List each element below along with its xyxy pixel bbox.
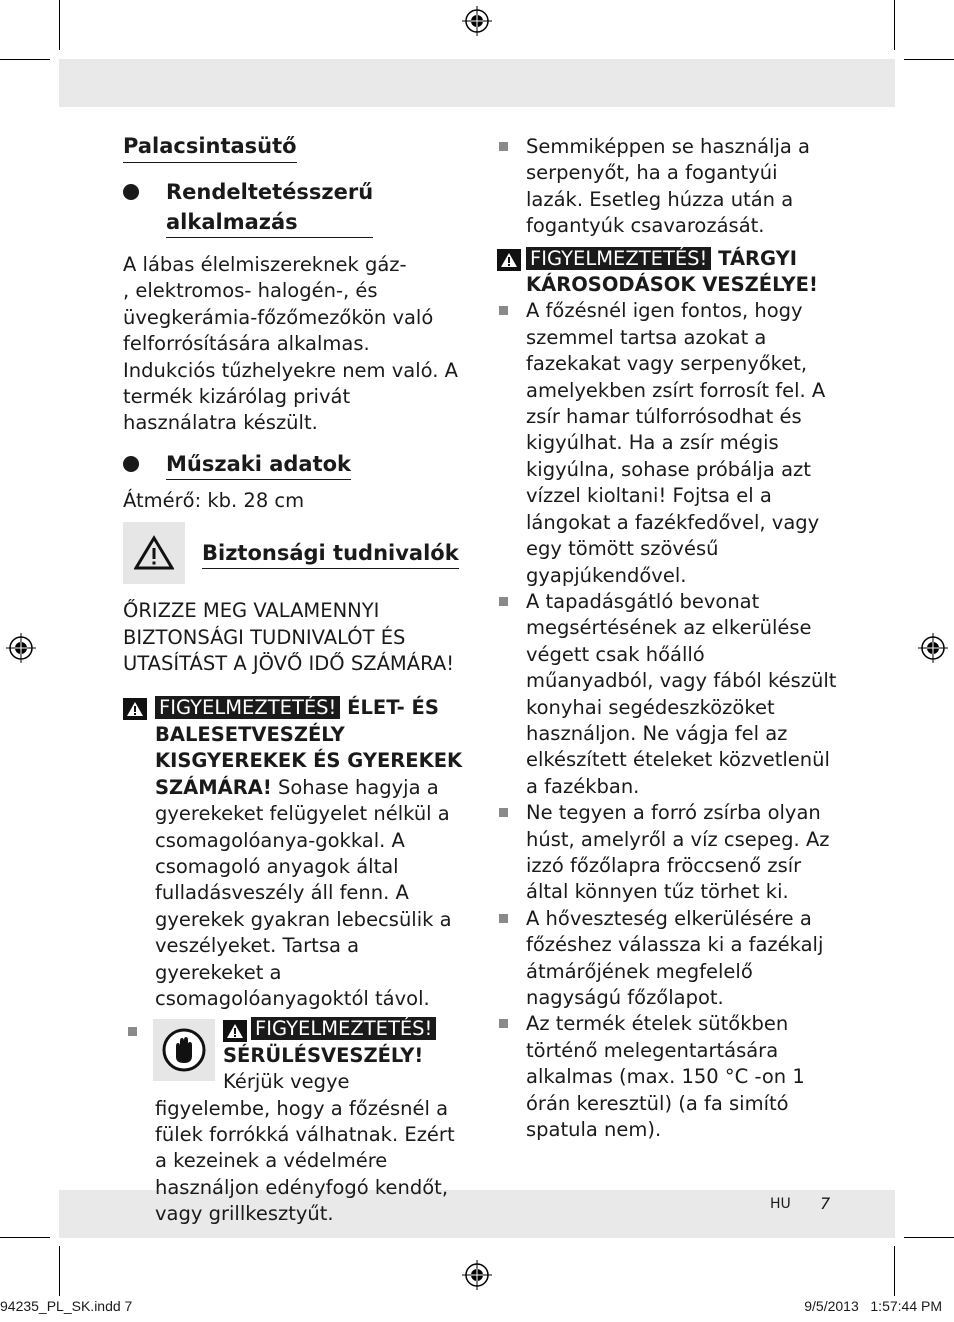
header-band xyxy=(59,59,895,107)
warning-tag: FIGYELMEZTETÉS! xyxy=(155,696,340,719)
section-title-line: Rendeltetésszerű xyxy=(166,180,374,204)
warning-bold: SÉRÜLÉSVESZÉLY! xyxy=(223,1043,424,1067)
section-title: Biztonsági tudnivalók xyxy=(202,538,459,569)
list-item xyxy=(497,134,837,240)
bullet-square-icon xyxy=(128,1027,137,1036)
warning-injury xyxy=(123,1016,468,1227)
warning-triangle-icon xyxy=(497,249,521,271)
bullet-dot-icon xyxy=(123,184,139,200)
safety-header xyxy=(123,522,468,584)
crop-mark xyxy=(894,0,895,50)
warning-children xyxy=(123,695,468,1012)
warning-text: Sohase hagyja a gyerekeket felügyelet nélkül a csomagolóanya-gokkal. A csomagoló anyagok által fulladásveszély áll fenn. A gyerekek gyakran lebecsülik a veszélyeket. Tartsa a gyerekeket a csomagolóanyagoktól távol. xyxy=(155,775,452,1010)
registration-mark-icon xyxy=(462,1260,492,1290)
section-title xyxy=(166,177,373,238)
intended-use-text: A lábas élelmiszereknek gáz- , elektromos- halogén-, és üvegkerámia-főzőmezőkön való felforrósítására alkalmas. Indukciós tűzhelyekre nem való. A termék kizárólag privát használatra készült. xyxy=(123,253,458,435)
left-column xyxy=(123,132,468,1228)
list-item xyxy=(497,589,837,800)
specs-text: Átmérő: kb. 28 cm xyxy=(123,488,305,512)
bullet-square-icon xyxy=(499,142,508,151)
bullet-dot-icon xyxy=(123,456,139,472)
page-title: Palacsintasütő xyxy=(123,132,297,163)
crop-mark xyxy=(59,0,60,50)
list-item xyxy=(497,298,837,588)
list-item xyxy=(497,800,837,906)
footer-language: HU xyxy=(770,1196,791,1212)
list-item xyxy=(497,1011,837,1143)
crop-mark xyxy=(0,59,50,60)
slug-datetime: 9/5/2013 1:57:44 PM xyxy=(804,1298,942,1314)
slug-filename: 94235_PL_SK.indd 7 xyxy=(0,1298,133,1314)
warning-bold: ÉLET- ÉS BALESETVESZÉLY KISGYEREKEK ÉS GYEREKEK SZÁMÁRA! xyxy=(155,696,463,799)
warning-triangle-icon xyxy=(123,522,185,584)
safety-keep-text: ŐRIZZE MEG VALAMENNYI BIZTONSÁGI TUDNIVALÓT ÉS UTASÍTÁST A JÖVŐ IDŐ SZÁMÁRA! xyxy=(123,599,455,676)
crop-mark xyxy=(0,1237,50,1238)
list-item-text: Semmiképpen se használja a serpenyőt, ha a fogantyúi lazák. Esetleg húzza után a fogantyúk csavarozását. xyxy=(526,135,810,238)
bullet-square-icon xyxy=(499,808,508,817)
section-title-line: alkalmazás xyxy=(166,210,298,234)
oven-glove-icon xyxy=(153,1019,215,1081)
list-item-text: A főzésnél igen fontos, hogy szemmel tartsa azokat a fazekakat vagy serpenyőket, amelyekben zsírt forrosít fel. A zsír hamar túlforrósodhat és kigyúlhat. Ha a zsír mégis kigyúlna, sohase próbálja azt vízzel kioltani! Fojtsa el a lángokat a fazékfedővel, vagy egy tömött szövésű gyapjúkendővel. xyxy=(526,299,826,587)
warning-triangle-icon xyxy=(223,1020,247,1042)
section-specs-header xyxy=(123,449,468,480)
warning-material-damage xyxy=(497,246,837,299)
section-title: Műszaki adatok xyxy=(166,449,351,480)
page-number: 7 xyxy=(820,1194,831,1213)
crop-mark xyxy=(904,1237,954,1238)
crop-mark xyxy=(894,1246,895,1296)
warning-bold: TÁRGYI KÁROSODÁSOK VESZÉLYE! xyxy=(526,246,818,297)
right-column xyxy=(497,134,837,1143)
bullet-square-icon xyxy=(499,1019,508,1028)
list-item xyxy=(497,906,837,1012)
bullet-square-icon xyxy=(499,306,508,315)
list-item-text: Ne tegyen a forró zsírba olyan húst, amelyről a víz csepeg. Az izzó főzőlapra fröccsenő zsír által könnyen tűz törhet ki. xyxy=(526,801,830,904)
section-intended-use-header xyxy=(123,177,468,238)
crop-mark xyxy=(904,59,954,60)
bullet-square-icon xyxy=(499,597,508,606)
list-item-text: A hőveszteség elkerülésére a főzéshez válassza ki a fazékalj átmárőjének megfelelő nagyságú főzőlapot. xyxy=(526,906,824,1009)
warning-triangle-icon xyxy=(123,698,147,720)
warning-tag: FIGYELMEZTETÉS! xyxy=(251,1017,436,1040)
list-item-text: A tapadásgátló bevonat megsértésének az elkerülése végett csak hőálló műanyadból, vagy fából készült konyhai segédeszközöket használjon. Ne vágja fel az elkészített ételeket közvetlenül a fazékban. xyxy=(526,589,837,798)
registration-mark-icon xyxy=(462,6,492,36)
warning-text: Kérjük vegye figyelembe, hogy a főzésnél a fülek forrókká válhatnak. Ezért a kezeinek a védelmére használjon edényfogó kendőt, vagy grillkesztyűt. xyxy=(155,1070,455,1226)
bullet-square-icon xyxy=(499,914,508,923)
warning-tag: FIGYELMEZTETÉS! xyxy=(526,247,711,270)
crop-mark xyxy=(59,1246,60,1296)
registration-mark-icon xyxy=(918,633,948,663)
registration-mark-icon xyxy=(6,633,36,663)
list-item-text: Az termék ételek sütőkben történő melegentartására alkalmas (max. 150 °C -on 1 órán keresztül) (a fa simító spatula nem). xyxy=(526,1012,805,1142)
